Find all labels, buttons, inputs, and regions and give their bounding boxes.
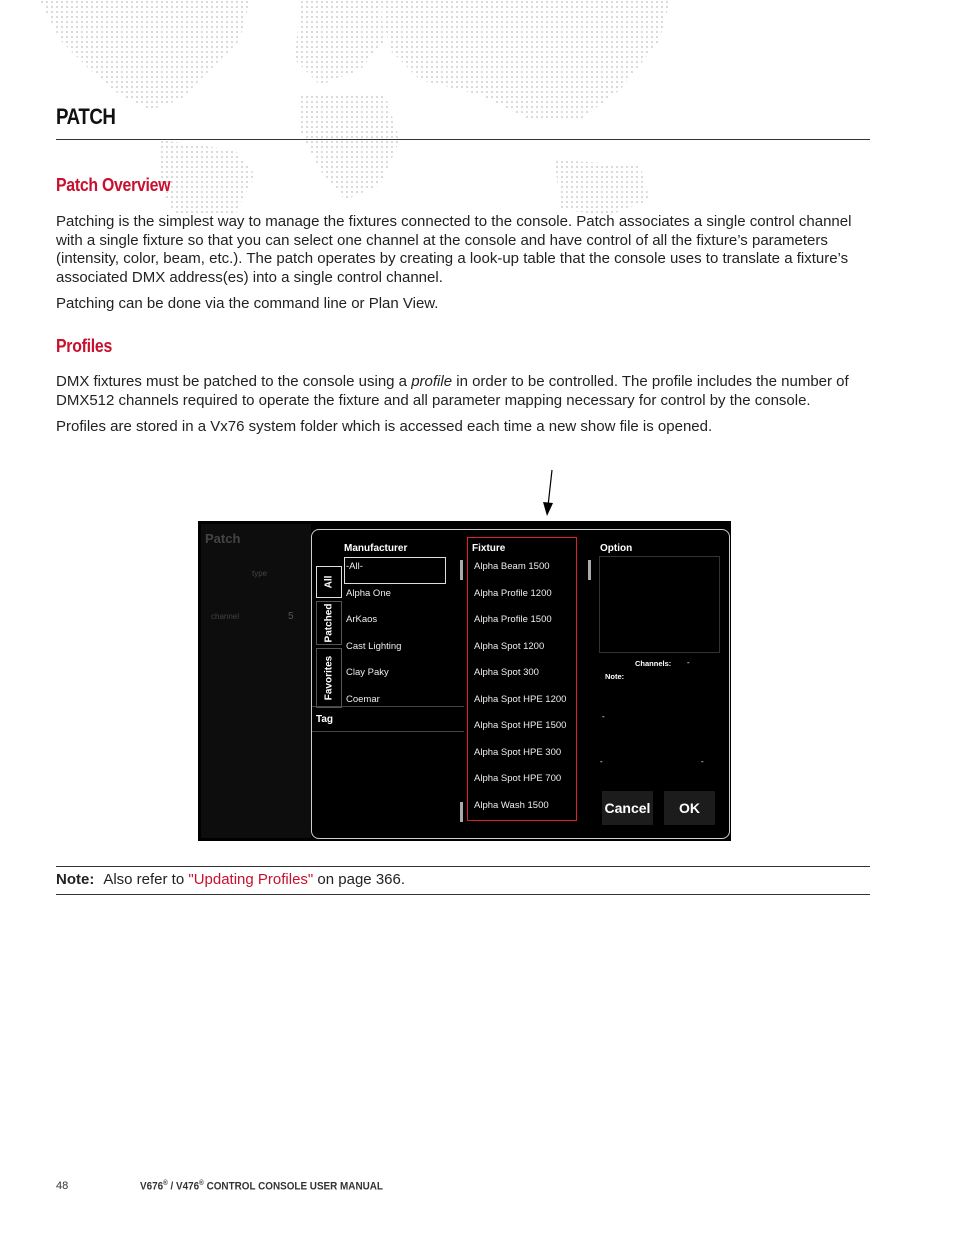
page-title: PATCH <box>56 104 116 129</box>
fixture-item[interactable]: Alpha Spot 300 <box>474 667 539 678</box>
manufacturer-item[interactable]: Clay Paky <box>346 667 389 678</box>
side-channel-value: 5 <box>288 611 294 622</box>
tag-label: Tag <box>316 714 334 725</box>
option-box <box>599 556 720 653</box>
title-divider <box>56 139 870 140</box>
callout-arrow-icon <box>535 468 565 518</box>
patch-dialog-screenshot <box>198 521 731 841</box>
channels-label: Channels: <box>635 659 672 668</box>
fixture-item[interactable]: Alpha Profile 1500 <box>474 614 552 625</box>
side-title: Patch <box>205 531 241 546</box>
tab-all[interactable]: All <box>316 566 342 598</box>
dash-2: - <box>600 757 603 766</box>
page-number: 48 <box>56 1180 69 1192</box>
fixture-header: Fixture <box>472 543 506 554</box>
note-text: Also refer to <box>103 871 189 888</box>
fixture-list[interactable] <box>474 561 566 826</box>
section-title-profiles: Profiles <box>56 336 112 356</box>
note-block <box>56 871 405 888</box>
fixture-item[interactable]: Alpha Spot HPE 300 <box>474 746 562 758</box>
tag-divider <box>312 706 464 707</box>
paragraph-overview: Patching is the simplest way to manage the fixtures connected to the console. Patch associates a single control channel with a single fixture so that you can select one channel at the console and have control of all the fixture’s parameters (intensity, color, beam, etc.). The patch operates by creating a look-up table that the console uses to translate a fixture’s associated DMX address(es) into a single control channel. <box>56 213 852 287</box>
fixture-item[interactable]: Alpha Wash 1500 <box>474 799 549 811</box>
fixture-item[interactable]: Alpha Beam 1500 <box>474 561 550 572</box>
tag-field-divider <box>312 731 464 732</box>
section-title-patch-overview: Patch Overview <box>56 175 171 195</box>
fixture-item[interactable]: Alpha Spot HPE 1200 <box>474 693 567 705</box>
manufacturer-list[interactable] <box>346 561 401 720</box>
note-label-dialog: Note: <box>605 672 625 681</box>
manufacturer-item[interactable]: ArKaos <box>346 614 378 625</box>
note-bottom-rule <box>56 894 870 895</box>
note-top-rule <box>56 866 870 867</box>
tab-favorites[interactable]: Favorites <box>316 648 342 708</box>
manufacturer-item[interactable]: Cast Lighting <box>346 640 402 652</box>
note-text-after: on page 366. <box>313 871 406 888</box>
tab-patched[interactable]: Patched <box>316 601 342 645</box>
updating-profiles-link[interactable]: "Updating Profiles" <box>188 871 314 888</box>
paragraph-patching-methods: Patching can be done via the command line or Plan View. <box>56 295 439 312</box>
dash-1: - <box>602 712 605 721</box>
paragraph-profiles: DMX fixtures must be patched to the console using a profile in order to be controlled. The profile includes the number of DMX512 channels required to operate the fixture and all parameter mapping necessary for control by the console. <box>56 373 849 409</box>
manufacturer-header: Manufacturer <box>344 543 408 554</box>
fixture-item[interactable]: Alpha Spot HPE 1500 <box>474 720 567 731</box>
manufacturer-scrollbar[interactable] <box>460 560 463 580</box>
ok-button[interactable]: OK <box>664 791 715 825</box>
fixture-item[interactable]: Alpha Spot 1200 <box>474 640 545 652</box>
manufacturer-item[interactable]: Alpha One <box>346 587 391 599</box>
dash-3: - <box>701 757 704 766</box>
profile-dialog <box>311 529 730 839</box>
side-channel-label: channel <box>211 612 240 621</box>
option-header: Option <box>600 543 633 554</box>
footer-manual-title: V676® / V476® CONTROL CONSOLE USER MANUAL <box>140 1180 383 1193</box>
manufacturer-item[interactable]: Coemar <box>346 693 380 705</box>
fixture-item[interactable]: Alpha Profile 1200 <box>474 587 552 599</box>
cancel-button[interactable]: Cancel <box>602 791 653 825</box>
fixture-item[interactable]: Alpha Spot HPE 700 <box>474 773 562 784</box>
patch-side-panel <box>201 524 311 838</box>
fixture-scrollbar[interactable] <box>588 560 591 580</box>
manufacturer-item[interactable]: -All- <box>346 561 363 572</box>
side-type-label: type <box>252 569 268 578</box>
channels-value: - <box>687 658 690 667</box>
tag-scrollbar[interactable] <box>460 802 463 822</box>
paragraph-profiles-storage: Profiles are stored in a Vx76 system folder which is accessed each time a new show file is opened. <box>56 418 713 435</box>
note-label: Note: <box>56 871 95 888</box>
